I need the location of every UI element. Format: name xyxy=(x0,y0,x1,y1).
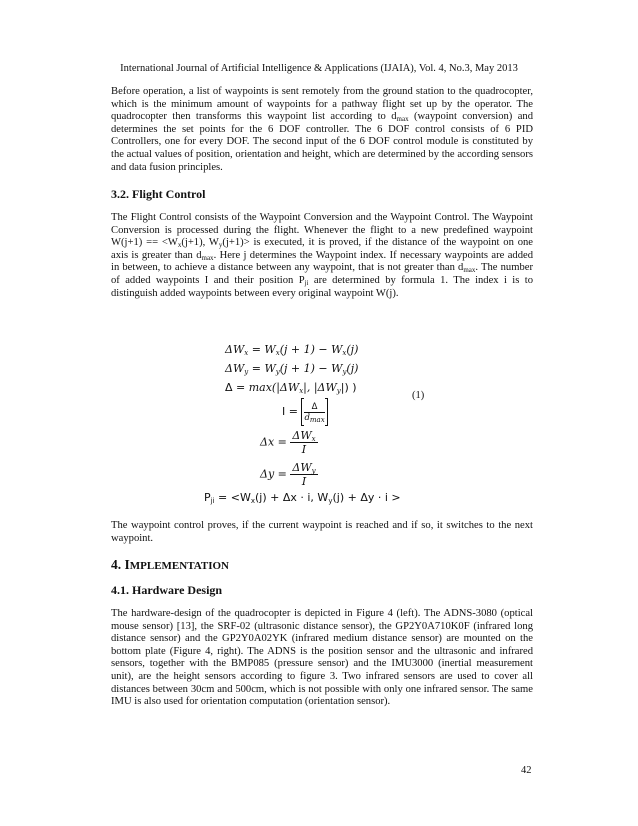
para2-sub-3: max xyxy=(201,253,214,262)
eq1-r1-sub: x xyxy=(275,349,280,357)
para2-sub-4: max xyxy=(463,266,476,275)
equation-delta-wy xyxy=(225,362,358,376)
equation-delta-max xyxy=(225,381,357,395)
equation-count-i xyxy=(282,398,328,426)
eq4-denominator xyxy=(304,413,324,423)
eq4-lhs: I = xyxy=(282,405,302,418)
eq3-end: |) ) xyxy=(340,381,357,394)
eq6-numerator xyxy=(290,461,317,475)
ceil-right-bracket xyxy=(325,398,328,426)
para2-sub-2: y xyxy=(218,241,223,250)
eq1-lhs: ΔW xyxy=(225,343,245,356)
eq2-r1-sub: y xyxy=(275,368,280,376)
page-number: 42 xyxy=(521,765,532,776)
equation-delta-y xyxy=(260,461,318,488)
eq3-lhs: Δ xyxy=(225,381,233,394)
section-heading-4-1: 4.1. Hardware Design xyxy=(111,583,223,597)
eq5-fraction xyxy=(290,429,317,456)
eq2-minus: − xyxy=(314,362,332,375)
para2-text-1: The Flight Control consists of the Waypoint Conversion and the Waypoint Control. The Waypoint Conversion is processed during the flight. Whenever the flight to a new predefined waypoint W(j+1) == <W xyxy=(111,212,533,249)
para2-text-5: . The number of added waypoints I and their position P xyxy=(111,262,533,286)
eq1-r1: W xyxy=(264,343,276,356)
eq7-d: (j) + Δy · i > xyxy=(332,491,401,504)
equation-delta-x xyxy=(260,429,318,456)
equation-delta-wx xyxy=(225,343,358,357)
eq6-fraction xyxy=(290,461,317,488)
section-heading-4 xyxy=(111,557,229,573)
paragraph-waypoint-control: The waypoint control proves, if the current waypoint is reached and if so, it switches to the next waypoint. xyxy=(111,520,533,544)
eq2-r2: W xyxy=(331,362,343,375)
eq2-lhs-sub: y xyxy=(244,368,249,376)
eq1-r2-arg: (j) xyxy=(346,343,359,356)
para1-text-b: (waypoint conversion) and determines the set points for the 6 DOF controller. The 6 DOF control consists of 6 PID Controllers, one for every DOF. The second input of the 6 DOF control module is constituted by the actual values of position, orientation and height, which are determined by the according sensors and data fusion principles. xyxy=(111,111,533,173)
section4-rest: MPLEMENTATION xyxy=(129,560,229,572)
running-header: International Journal of Artificial Intelligence & Applications (IJAIA), Vol. 4, No.3, May 2013 xyxy=(120,63,518,74)
para1-text-a: Before operation, a list of waypoints is sent remotely from the ground station to the quadrocopter, which is the minimum amount of waypoints for a pathway flight set up by the operator. The quadrocopter then transforms this waypoint list according to d xyxy=(111,86,533,123)
eq7-c: (j) + Δx · i, W xyxy=(255,491,329,504)
eq3-sub-1: x xyxy=(299,387,304,395)
para2-text-3: (j+1)> is executed, it is proved, if the distance of the waypoint on one axis is greater than d xyxy=(111,237,533,261)
eq6-lhs: Δy xyxy=(260,467,275,481)
eq7-b: = <W xyxy=(214,491,251,504)
paragraph-waypoint-list xyxy=(111,86,533,174)
eq7-b-sub: x xyxy=(250,497,255,505)
eq3-sub-2: y xyxy=(336,387,341,395)
eq2-r1-arg: (j + 1) xyxy=(279,362,315,375)
eq4-den-sub: max xyxy=(309,415,325,424)
eq1-r2: W xyxy=(331,343,343,356)
section-heading-3-2: 3.2. Flight Control xyxy=(111,187,206,201)
eq5-num-sub: x xyxy=(311,435,316,443)
eq4-fraction xyxy=(304,402,324,423)
eq5-lhs: Δx xyxy=(260,435,275,449)
paragraph-flight-control xyxy=(111,212,533,300)
eq3-mid: |, |ΔW xyxy=(303,381,337,394)
eq5-numerator xyxy=(290,429,317,443)
eq3-rest: = max(|ΔW xyxy=(232,381,300,394)
para1-sub-max: max xyxy=(396,115,409,124)
eq6-denominator: I xyxy=(301,475,307,488)
eq4-den-d: d xyxy=(304,412,310,423)
eq4-numerator: Δ xyxy=(304,402,324,413)
paragraph-hardware-design: The hardware-design of the quadrocopter is depicted in Figure 4 (left). The ADNS-3080 (optical mouse sensor) [13], the SRF-02 (ultrasonic distance sensor), the GP2Y0A710K0F (infrared long distance sensor) and the GP2Y0A02YK (infrared medium distance sensor) are mounted on the bottom plate (Figure 4, right). The ADNS is the position sensor and the ultrasonic and infrared sensors, together with the BMP085 (pressure sensor) and the IMU3000 (inertial measurement unit), are the height sensors according to figure 3. Two infrared sensors are used to cover all distances between 30cm and 500cm, which is not possible with only one infrared sensor. The same IMU is also used for orientation computation (orientation sensor). xyxy=(111,608,533,708)
equation-number: (1) xyxy=(412,390,425,401)
eq5-equals: = xyxy=(274,435,291,449)
eq7-c-sub: y xyxy=(328,497,333,505)
section4-initial: 4. I xyxy=(111,557,130,572)
para2-text-6: are determined by formula 1. The index i is to distinguish added waypoints between every original waypoint W(j). xyxy=(111,274,533,299)
eq6-num: ΔW xyxy=(292,461,312,474)
eq6-equals: = xyxy=(274,467,291,481)
eq6-num-sub: y xyxy=(311,467,316,475)
eq1-r1-arg: (j + 1) xyxy=(279,343,315,356)
para2-text-4: . Here j determines the Waypoint index. If necessary waypoints are added in between, to achieve a distance between any waypoint, that is not greater than d xyxy=(111,249,533,274)
equation-position-pji xyxy=(204,491,401,505)
eq2-lhs: ΔW xyxy=(225,362,245,375)
eq1-minus: − xyxy=(314,343,332,356)
para2-sub-1: x xyxy=(177,241,182,250)
eq2-r2-sub: y xyxy=(342,368,347,376)
eq2-equals: = xyxy=(248,362,265,375)
eq5-num: ΔW xyxy=(292,429,312,442)
eq7-p: P xyxy=(204,491,211,504)
eq7-p-sub: ji xyxy=(210,497,215,505)
para2-sub-5: ji xyxy=(304,278,309,287)
eq1-lhs-sub: x xyxy=(244,349,249,357)
eq2-r1: W xyxy=(264,362,276,375)
eq5-denominator: I xyxy=(301,443,307,456)
eq2-r2-arg: (j) xyxy=(346,362,359,375)
eq1-r2-sub: x xyxy=(342,349,347,357)
eq1-equals: = xyxy=(248,343,265,356)
para2-text-2: (j+1), W xyxy=(181,237,219,249)
